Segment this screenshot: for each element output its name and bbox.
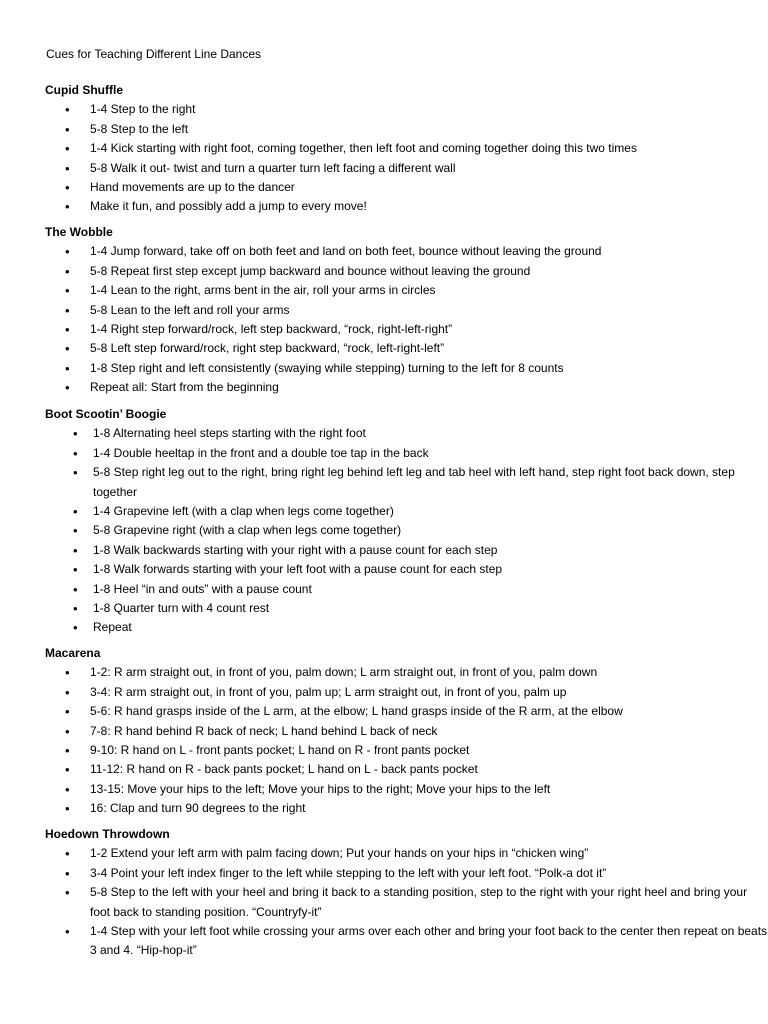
- list-item: • 1-4 Double heeltap in the front and a double toe tap in the back: [45, 444, 768, 463]
- list-item: • 1-2: R arm straight out, in front of you, palm down; L arm straight out, in front of you, palm down: [45, 663, 768, 682]
- cue-list: [45, 242, 768, 397]
- section-heading: Macarena: [45, 646, 101, 660]
- list-item: • 5-8 Lean to the left and roll your arms: [45, 301, 768, 320]
- list-item: • 5-8 Step right leg out to the right, bring right leg behind left leg and tab heel with left hand, step right foot back down, step together: [45, 463, 768, 502]
- list-item: • 5-8 Step to the left: [45, 120, 768, 139]
- list-item: • 5-8 Repeat first step except jump backward and bounce without leaving the ground: [45, 262, 768, 281]
- list-item: • 1-8 Alternating heel steps starting with the right foot: [45, 424, 768, 443]
- list-item: • 5-8 Grapevine right (with a clap when legs come together): [45, 521, 768, 540]
- document-title: Cues for Teaching Different Line Dances: [46, 47, 262, 61]
- list-item: • 3-4: R arm straight out, in front of you, palm up; L arm straight out, in front of you, palm up: [45, 683, 768, 702]
- list-item: • 1-2 Extend your left arm with palm facing down; Put your hands on your hips in “chicken wing”: [45, 844, 768, 863]
- list-item: • 13-15: Move your hips to the left; Move your hips to the right; Move your hips to the left: [45, 780, 768, 799]
- cue-list: [45, 663, 768, 818]
- section-boot-scootin-boogie: [45, 405, 768, 638]
- list-item: • 1-4 Grapevine left (with a clap when legs come together): [45, 502, 768, 521]
- list-item: • 9-10: R hand on L - front pants pocket; L hand on R - front pants pocket: [45, 741, 768, 760]
- list-item: • 3-4 Point your left index finger to the left while stepping to the left with your left foot. “Polk-a dot it”: [45, 864, 768, 883]
- list-item: • 1-4 Step with your left foot while crossing your arms over each other and bring your foot back to the center then repeat on beats 3 and 4. “Hip-hop-it”: [45, 922, 768, 961]
- list-item: • 5-8 Walk it out- twist and turn a quarter turn left facing a different wall: [45, 159, 768, 178]
- list-item: • 1-8 Walk forwards starting with your left foot with a pause count for each step: [45, 560, 768, 579]
- list-item: • 5-6: R hand grasps inside of the L arm, at the elbow; L hand grasps inside of the R arm, at the elbow: [45, 702, 768, 721]
- section-heading: Cupid Shuffle: [45, 83, 123, 97]
- section-heading: The Wobble: [45, 225, 113, 239]
- list-item: • Repeat: [45, 618, 768, 637]
- section-the-wobble: [45, 223, 768, 398]
- section-hoedown-throwdown: [45, 825, 768, 961]
- list-item: • Repeat all: Start from the beginning: [45, 378, 768, 397]
- list-item: • 7-8: R hand behind R back of neck; L hand behind L back of neck: [45, 722, 768, 741]
- list-item: • 1-4 Lean to the right, arms bent in the air, roll your arms in circles: [45, 281, 768, 300]
- list-item: • 1-8 Step right and left consistently (swaying while stepping) turning to the left for 8 counts: [45, 359, 768, 378]
- list-item: • 1-8 Walk backwards starting with your right with a pause count for each step: [45, 541, 768, 560]
- list-item: • 1-4 Right step forward/rock, left step backward, “rock, right-left-right”: [45, 320, 768, 339]
- list-item: • Hand movements are up to the dancer: [45, 178, 768, 197]
- section-macarena: [45, 644, 768, 819]
- section-cupid-shuffle: [45, 81, 768, 217]
- list-item: • 11-12: R hand on R - back pants pocket; L hand on L - back pants pocket: [45, 760, 768, 779]
- list-item: • 1-4 Kick starting with right foot, coming together, then left foot and coming together doing this two times: [45, 139, 768, 158]
- list-item: • 1-8 Heel “in and outs” with a pause count: [45, 580, 768, 599]
- list-item: • Make it fun, and possibly add a jump to every move!: [45, 197, 768, 216]
- list-item: • 5-8 Left step forward/rock, right step backward, “rock, left-right-left”: [45, 339, 768, 358]
- list-item: • 16: Clap and turn 90 degrees to the right: [45, 799, 768, 818]
- section-heading: Hoedown Throwdown: [45, 827, 170, 841]
- list-item: • 1-8 Quarter turn with 4 count rest: [45, 599, 768, 618]
- list-item: • 1-4 Jump forward, take off on both feet and land on both feet, bounce without leaving the ground: [45, 242, 768, 261]
- section-heading: Boot Scootin’ Boogie: [45, 407, 167, 421]
- cue-list: [45, 424, 768, 637]
- cue-list: [45, 844, 768, 960]
- list-item: • 5-8 Step to the left with your heel and bring it back to a standing position, step to the right with your right heel and bring your foot back to standing position. “Countryfy-it”: [45, 883, 768, 922]
- cue-list: [45, 100, 768, 216]
- list-item: • 1-4 Step to the right: [45, 100, 768, 119]
